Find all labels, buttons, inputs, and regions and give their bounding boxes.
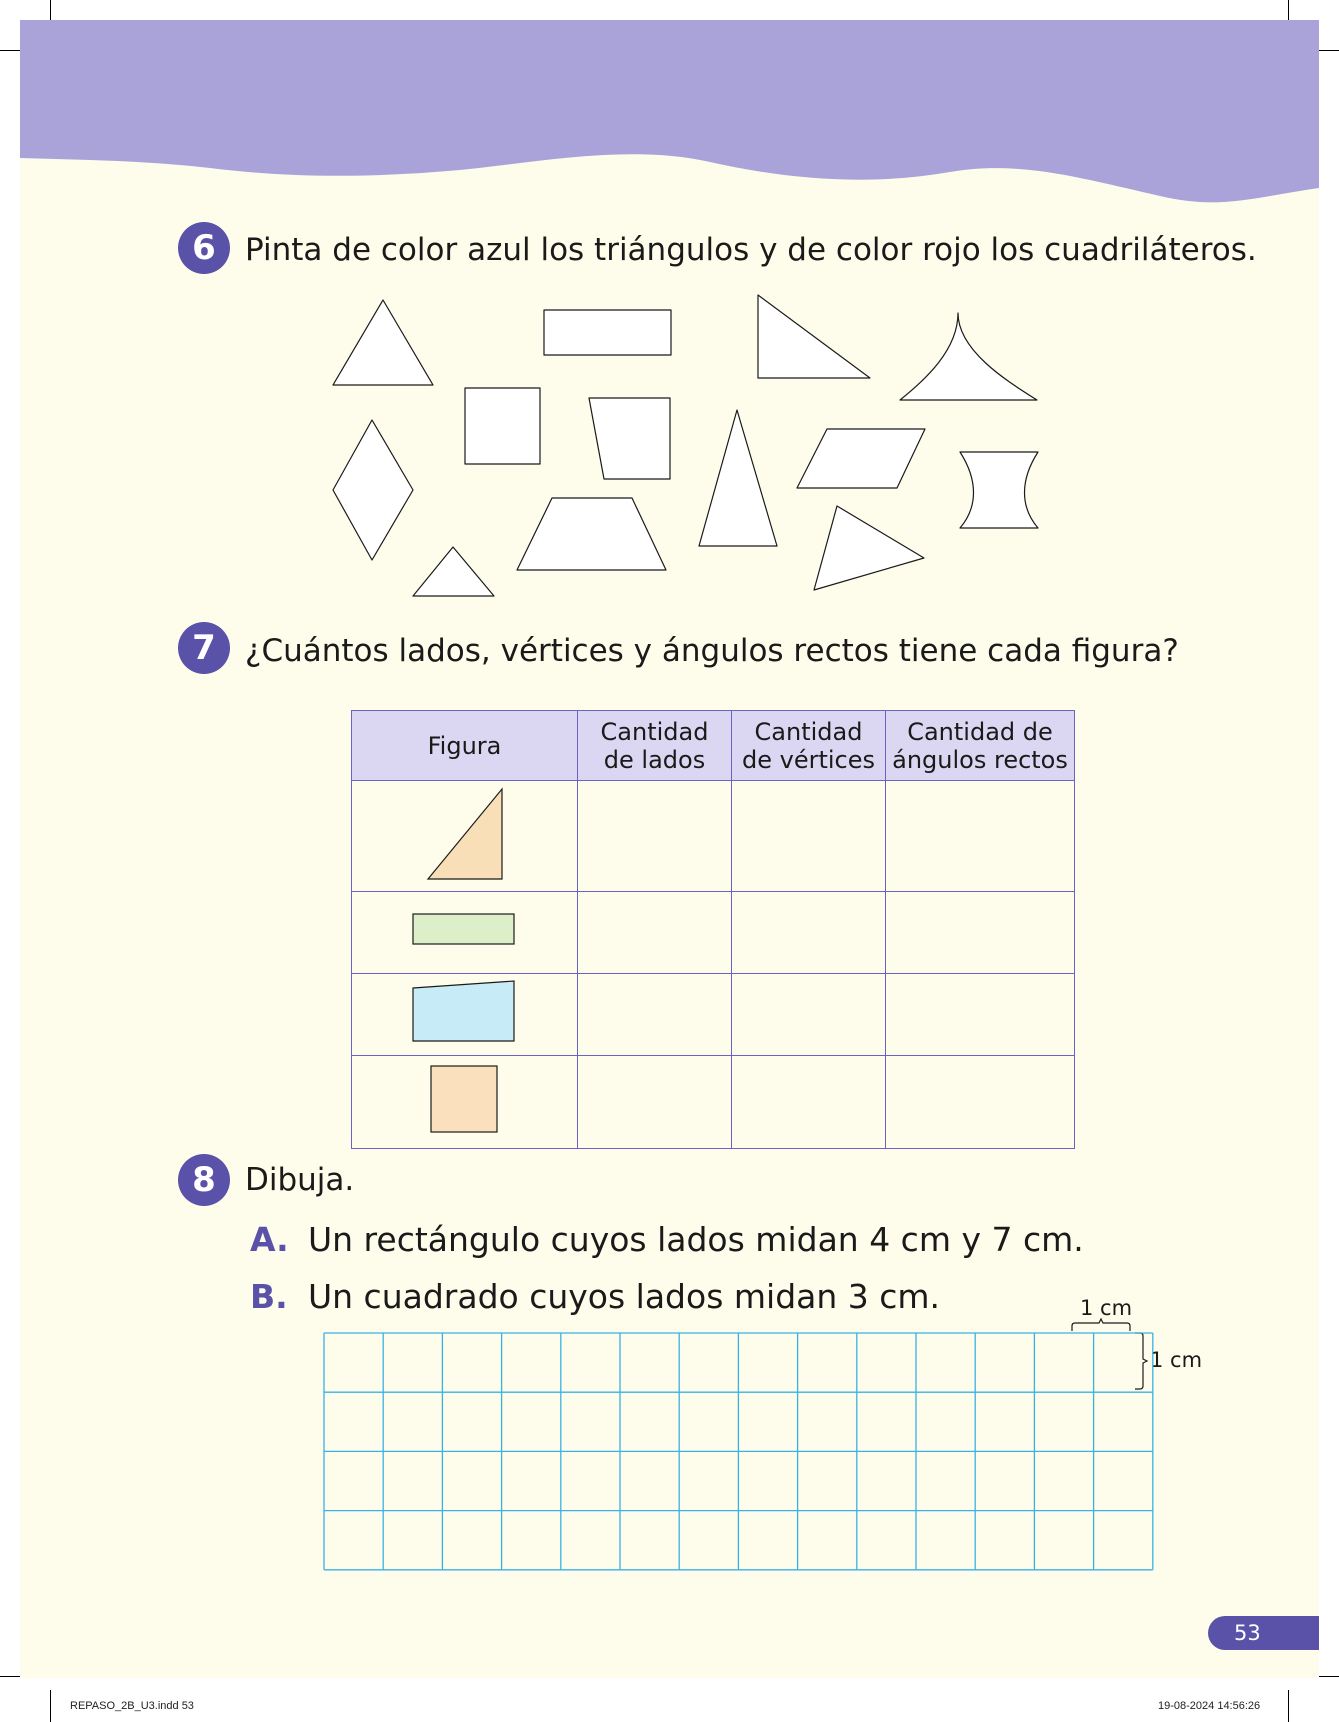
table-row [352,892,1075,974]
answer-cell-sides[interactable] [578,781,732,892]
page-number: 53 [1234,1621,1261,1645]
figures-table [351,710,1075,1149]
crop-mark [0,1676,20,1677]
trapezoid-figure [352,974,577,1051]
slug-timestamp: 19-08-2024 14:56:26 [1158,1700,1261,1712]
crop-mark [1288,0,1289,20]
answer-cell-right-angles[interactable] [886,974,1075,1056]
answer-cell-right-angles[interactable] [886,1056,1075,1149]
shape-trapezoid[interactable] [589,398,670,479]
question-6-instruction: Pinta de color azul los triángulos y de color rojo los cuadriláteros. [245,232,1257,268]
shape-rectangle[interactable] [544,310,671,355]
crop-mark [1319,50,1339,51]
item-a [250,1220,1084,1259]
drawing-grid[interactable] [323,1332,1154,1571]
figure-cell [352,1056,578,1149]
header-figura: Figura [352,711,578,781]
question-number-7: 7 [178,622,230,674]
table-row [352,1056,1075,1149]
page-number-tab [1208,1616,1319,1650]
slug-file: REPASO_2B_U3.indd 53 [70,1700,194,1712]
crop-mark [1319,1676,1339,1677]
item-b-letter: B. [250,1277,288,1316]
figure-cell [352,781,578,892]
answer-cell-vertices[interactable] [732,1056,886,1149]
table-header-row [352,711,1075,781]
header-cantidad-vertices: Cantidad de vértices [732,711,886,781]
shape-concave-quadrilateral[interactable] [960,452,1038,528]
shape-square[interactable] [465,388,540,464]
question-7-text: ¿Cuántos lados, vértices y ángulos rectos tiene cada figura? [245,633,1179,669]
square-figure [352,1056,577,1144]
figure-cell [352,974,578,1056]
answer-cell-right-angles[interactable] [886,781,1075,892]
figure-cell [352,892,578,974]
answer-cell-sides[interactable] [578,1056,732,1149]
shape-rhombus[interactable] [333,420,413,560]
answer-cell-vertices[interactable] [732,892,886,974]
shape-curved-triangle[interactable] [900,313,1037,400]
crop-mark [0,50,20,51]
rectangle-figure [352,892,577,969]
crop-mark [1288,1690,1289,1722]
table-row [352,974,1075,1056]
worksheet-page [20,20,1319,1678]
crop-mark [50,0,51,20]
shape-parallelogram[interactable] [797,429,925,488]
item-a-text: Un rectángulo cuyos lados midan 4 cm y 7 cm. [308,1220,1084,1259]
shape-rounded-triangle[interactable] [413,547,494,596]
answer-cell-right-angles[interactable] [886,892,1075,974]
answer-cell-vertices[interactable] [732,781,886,892]
header-cantidad-angulos: Cantidad de ángulos rectos [886,711,1075,781]
item-b [250,1277,940,1316]
answer-cell-sides[interactable] [578,974,732,1056]
shape-tilted-triangle[interactable] [814,506,924,590]
item-b-text: Un cuadrado cuyos lados midan 3 cm. [308,1277,941,1316]
answer-cell-sides[interactable] [578,892,732,974]
shape-tall-triangle[interactable] [699,410,777,546]
table-row [352,781,1075,892]
unit-label-top: 1 cm [1080,1296,1133,1320]
shape-right-triangle[interactable] [758,295,870,378]
header-cantidad-lados: Cantidad de lados [578,711,732,781]
shape-isosceles-trapezoid[interactable] [517,498,666,570]
item-a-letter: A. [250,1220,289,1259]
unit-label-side: 1 cm [1150,1348,1203,1372]
question-number-6: 6 [178,222,230,274]
shape-triangle[interactable] [333,300,433,385]
crop-mark [50,1690,51,1722]
shapes-to-color [20,20,1319,620]
answer-cell-vertices[interactable] [732,974,886,1056]
question-number-8: 8 [178,1154,230,1206]
question-8-instruction: Dibuja. [245,1162,355,1198]
right-triangle-figure [352,781,577,887]
